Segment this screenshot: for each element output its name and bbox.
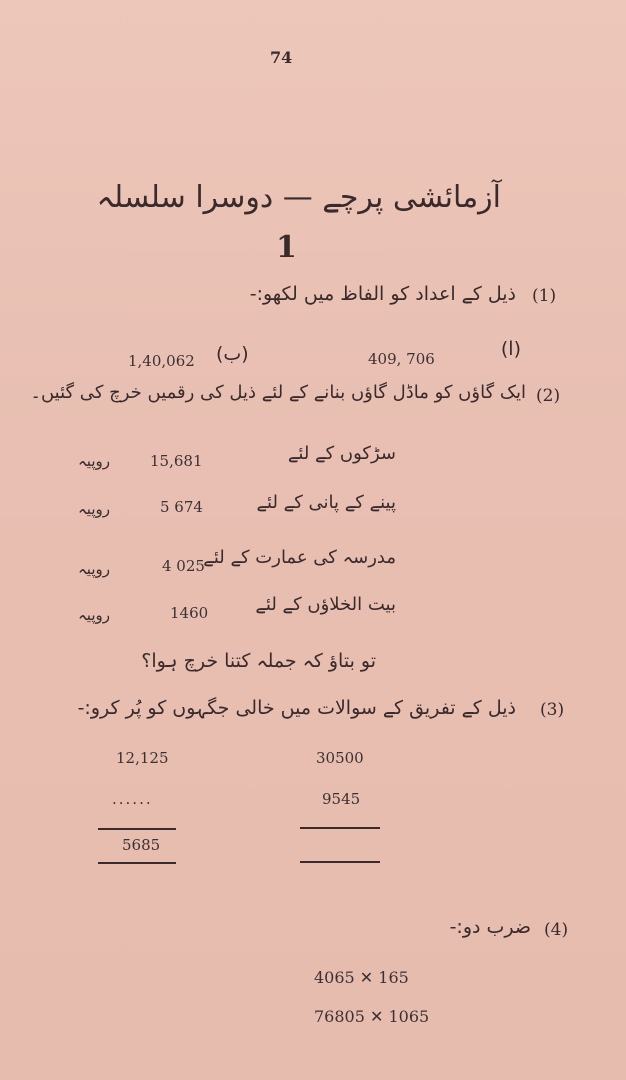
q2-item-unit: روپیہ: [78, 560, 110, 578]
q2-item-amount: 1460: [170, 604, 209, 622]
q3-right-middle: 9545: [322, 790, 361, 808]
q1-text: ذیل کے اعداد کو الفاظ میں لکھو:-: [249, 283, 516, 305]
page-title: آزمائشی پرچے — دوسرا سلسلہ: [96, 180, 501, 215]
q3-right-line-2: [300, 861, 380, 863]
q3-left-line-1: [98, 828, 176, 830]
q2-item-amount: 5 674: [160, 498, 203, 516]
q2-item-label: پینے کے پانی کے لئے: [256, 492, 396, 513]
q2-item-amount: 4 025: [162, 557, 205, 575]
q3-right-top: 30500: [316, 749, 364, 767]
q4-number: (4): [544, 920, 569, 940]
q1-b-label: (ب): [216, 343, 249, 365]
q3-left-line-2: [98, 862, 176, 864]
q2-item-label: سڑکوں کے لئے: [287, 443, 396, 464]
q2-item-unit: روپیہ: [78, 500, 110, 518]
q4-text: ضرب دو:-: [449, 916, 531, 938]
page-number: 74: [270, 48, 293, 67]
q2-item-unit: روپیہ: [78, 606, 110, 624]
q4-problem: 4065 ✕ 165: [314, 968, 409, 987]
q2-item-unit: روپیہ: [78, 452, 110, 470]
q3-left-blank: ......: [112, 790, 153, 808]
q3-number: (3): [540, 700, 565, 720]
q2-question: تو بتاؤ کہ جملہ کتنا خرچ ہوا؟: [141, 650, 376, 672]
q1-number: (1): [532, 286, 557, 306]
q1-b-value: 1,40,062: [128, 352, 195, 370]
q3-right-line-1: [300, 827, 380, 829]
q2-item-label: بیت الخلاؤں کے لئے: [255, 594, 396, 615]
set-number: 1: [276, 230, 297, 265]
q2-item-amount: 15,681: [150, 452, 203, 470]
q3-left-top: 12,125: [116, 749, 169, 767]
q1-a-label: (ا): [500, 338, 521, 360]
q2-text: ایک گاؤں کو ماڈل گاؤں بنانے کے لئے ذیل کی رقمیں خرچ کی گئیں۔: [30, 382, 526, 403]
q3-text: ذیل کے تفریق کے سوالات میں خالی جگہوں کو پُر کرو:-: [77, 697, 516, 719]
q3-left-result: 5685: [122, 836, 161, 854]
q4-problem: 76805 ✕ 1065: [314, 1007, 430, 1026]
q1-a-value: 409, 706: [368, 350, 435, 368]
q2-item-label: مدرسہ کی عمارت کے لئے: [203, 547, 396, 568]
q2-number: (2): [536, 386, 561, 406]
